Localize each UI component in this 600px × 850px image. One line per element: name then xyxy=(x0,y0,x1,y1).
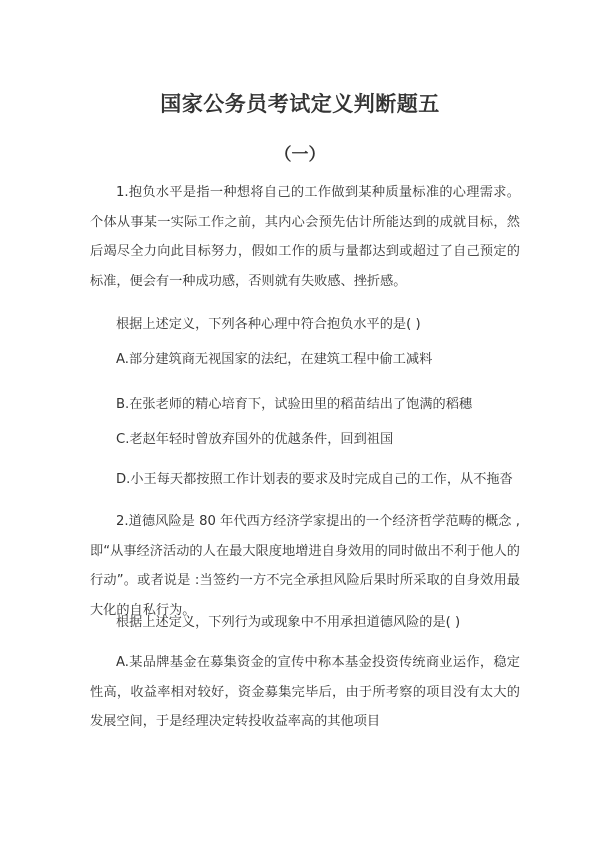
q2-question: 根据上述定义，下列行为或现象中不用承担道德风险的是( ) xyxy=(116,615,461,630)
page-title: 国家公务员考试定义判断题五 xyxy=(160,92,440,116)
q2-option-a: A.某品牌基金在募集资金的宣传中称本基金投资传统商业运作，稳定性高，收益率相对较好，资金募集完毕后，由于所考察的项目没有太大的发展空间，于是经理决定转投收益率高的其他项目 xyxy=(90,655,520,729)
q2-definition: 2.道德风险是 80 年代西方经济学家提出的一个经济哲学范畴的概念 ,即“从事经济活动的人在最大限度地增进自身效用的同时做出不利于他人的行动”。或者说是 :当签约一方不完全承担风险后果时所采取的自身效用最大化的自私行为。 xyxy=(90,514,520,618)
q1-option-a: A.部分建筑商无视国家的法纪，在建筑工程中偷工减料 xyxy=(116,352,433,367)
q1-option-d: D.小王每天都按照工作计划表的要求及时完成自己的工作，从不拖沓 xyxy=(116,472,513,487)
q1-question: 根据上述定义，下列各种心理中符合抱负水平的是( ) xyxy=(116,317,421,332)
q1-definition: 1.抱负水平是指一种想将自己的工作做到某种质量标准的心理需求。个体从事某一实际工作之前，其内心会预先估计所能达到的成就目标，然后竭尽全力向此目标努力，假如工作的质与量都达到或超过了自己预定的标准，便会有一种成功感，否则就有失败感、挫折感。 xyxy=(90,185,520,289)
section-label: （一） xyxy=(274,145,326,165)
q1-option-c: C.老赵年轻时曾放弃国外的优越条件，回到祖国 xyxy=(116,432,394,447)
q1-option-b: B.在张老师的精心培育下，试验田里的稻苗结出了饱满的稻穗 xyxy=(116,397,473,412)
